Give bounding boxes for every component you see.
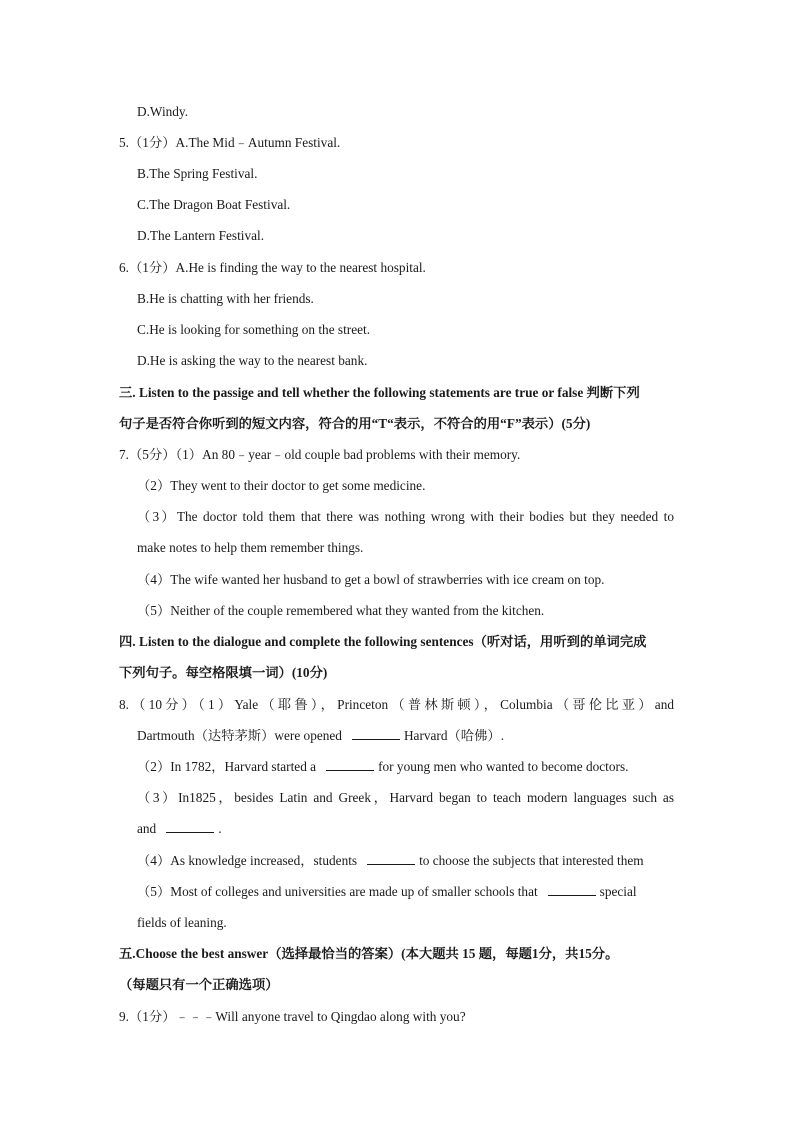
q8-blank-2[interactable] <box>326 758 374 771</box>
q9-stem: 9.（1分）﹣﹣﹣Will anyone travel to Qingdao along with you? <box>119 1009 466 1024</box>
q6-option-c: C.He is looking for something on the street. <box>137 322 371 337</box>
section-3-heading: 三. Listen to the passige and tell whether the following statements are true or false 判断下列 <box>119 385 640 400</box>
q7-statement-3-cont: make notes to help them remember things. <box>137 540 364 555</box>
q8-item-1-text-end: Harvard（哈佛）. <box>403 728 505 743</box>
q8-item-5-text-end: special <box>599 884 637 899</box>
q5-stem: 5.（1分）A.The Mid﹣Autumn Festival. <box>119 135 341 150</box>
q5-option-d: D.The Lantern Festival. <box>137 228 265 243</box>
q8-item-3-cont <box>137 820 222 838</box>
q7-stem: 7.（5分）（1）An 80﹣year﹣old couple bad problems with their memory. <box>119 447 521 462</box>
q8-item-1-cont <box>137 727 504 745</box>
q8-item-4 <box>137 852 644 870</box>
q8-item-3: （3）In1825，besides Latin and Greek，Harvard began to teach modern languages such as <box>137 790 674 805</box>
q8-blank-5[interactable] <box>548 883 596 896</box>
q8-blank-4[interactable] <box>367 852 415 865</box>
q4-option-d: D.Windy. <box>137 104 189 119</box>
q5-option-c: C.The Dragon Boat Festival. <box>137 197 291 212</box>
q7-statement-4: （4）The wife wanted her husband to get a bowl of strawberries with ice cream on top. <box>137 572 605 587</box>
q8-item-1-text: Dartmouth（达特茅斯）were opened <box>137 728 342 743</box>
section-5-heading-cont: （每题只有一个正确选项） <box>119 977 279 992</box>
q8-item-4-text: （4）As knowledge increased，students <box>137 853 358 868</box>
q6-option-d: D.He is asking the way to the nearest bank. <box>137 353 368 368</box>
q8-item-3-text-end: . <box>218 821 222 836</box>
q8-item-5 <box>137 883 637 901</box>
q8-item-4-text-end: to choose the subjects that interested them <box>419 853 644 868</box>
q6-option-b: B.He is chatting with her friends. <box>137 291 314 306</box>
q8-blank-3[interactable] <box>166 820 214 833</box>
q8-item-2-text-end: for young men who wanted to become doctors. <box>378 759 629 774</box>
q7-statement-3: （3）The doctor told them that there was nothing wrong with their bodies but they needed to <box>137 509 674 524</box>
q8-item-3-text: and <box>137 821 157 836</box>
q5-option-b: B.The Spring Festival. <box>137 166 258 181</box>
q7-statement-2: （2）They went to their doctor to get some medicine. <box>137 478 426 493</box>
q8-item-2-text: （2）In 1782，Harvard started a <box>137 759 317 774</box>
q8-blank-1[interactable] <box>352 727 400 740</box>
section-4-heading-cont: 下列句子。每空格限填一词）(10分) <box>119 665 328 680</box>
q6-stem: 6.（1分）A.He is finding the way to the nearest hospital. <box>119 260 426 275</box>
section-5-heading: 五.Choose the best answer（选择最恰当的答案）(本大题共 15 题，每题1分，共15分。 <box>119 946 619 961</box>
q8-item-5-cont: fields of leaning. <box>137 915 227 930</box>
q8-stem: 8.（10分）（1）Yale（耶鲁），Princeton（普林斯顿），Columbia（哥伦比亚）and <box>119 697 674 712</box>
q8-item-2 <box>137 758 628 776</box>
q7-statement-5: （5）Neither of the couple remembered what they wanted from the kitchen. <box>137 603 545 618</box>
section-4-heading: 四. Listen to the dialogue and complete the following sentences（听对话，用听到的单词完成 <box>119 634 647 649</box>
q8-item-5-text: （5）Most of colleges and universities are made up of smaller schools that <box>137 884 538 899</box>
section-3-heading-cont: 句子是否符合你听到的短文内容，符合的用“T“表示，不符合的用“F”表示）(5分) <box>119 416 591 431</box>
